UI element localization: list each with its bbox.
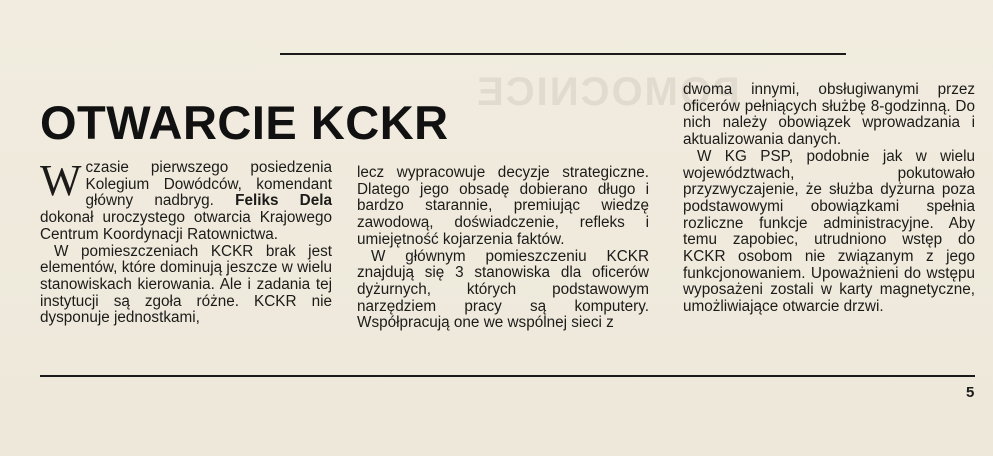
paragraph-4: W głównym pomieszczeniu KCKR znajdują się 3 stanowiska dla oficerów dyżurnych, których podstawowym narzędziem pracy są komputery. Współpracują one we wspólnej sieci z [357, 247, 649, 332]
drop-cap: W [40, 156, 82, 205]
paragraph-3: lecz wypracowuje decyzje strategiczne. Dlatego jego obsadę dobierano długo i bardzo starannie, premiując wiedzę zawodową, doświadczenie, refleks i umiejętność kojarzenia faktów. [357, 164, 649, 248]
top-rule [280, 53, 846, 55]
paragraph-1 [40, 156, 332, 244]
page-number: 5 [966, 384, 975, 401]
article-column-2 [357, 165, 649, 332]
paragraph-6: W KG PSP, podobnie jak w wielu województwach, pokutowało przyzwyczajenie, że służba dyżurna poza podstawowymi obowiązkami spełnia rozliczne funkcje administracyjne. Aby temu zapobiec, utrudniono wstęp do KCKR osobom nie związanym z jego funkcjonowaniem. Upoważnieni do wstępu wyposażeni zostali w karty magnetyczne, umożliwiające otwarcie drzwi. [683, 147, 975, 316]
article-column-1 [40, 156, 332, 327]
bleed-through-text: POMOCNICE [475, 70, 740, 114]
article-column-3 [683, 82, 975, 316]
paragraph-1-text-b: dokonał uroczystego otwarcia Krajowego Centrum Koordynacji Ratownictwa. [40, 209, 332, 243]
paragraph-5: dwoma innymi, obsługiwanymi przez oficerów pełniących służbę 8-godzinną. Do nich należy obowiązek wprowadzania i aktualizowania danych. [683, 81, 975, 149]
paragraph-1-text-a: czasie pierwszego posiedzenia Kolegium Dowódców, komendant główny nadbryg. [85, 159, 332, 210]
article-title: OTWARCIE KCKR [40, 96, 449, 150]
person-name: Feliks Dela [235, 192, 332, 210]
paragraph-2: W pomieszczeniach KCKR brak jest elementów, które dominują jeszcze w wielu stanowiskach kierowania. Ale i zadania tej instytucji są zgoła różne. KCKR nie dysponuje jednostkami, [40, 242, 332, 327]
bottom-rule [40, 375, 975, 377]
